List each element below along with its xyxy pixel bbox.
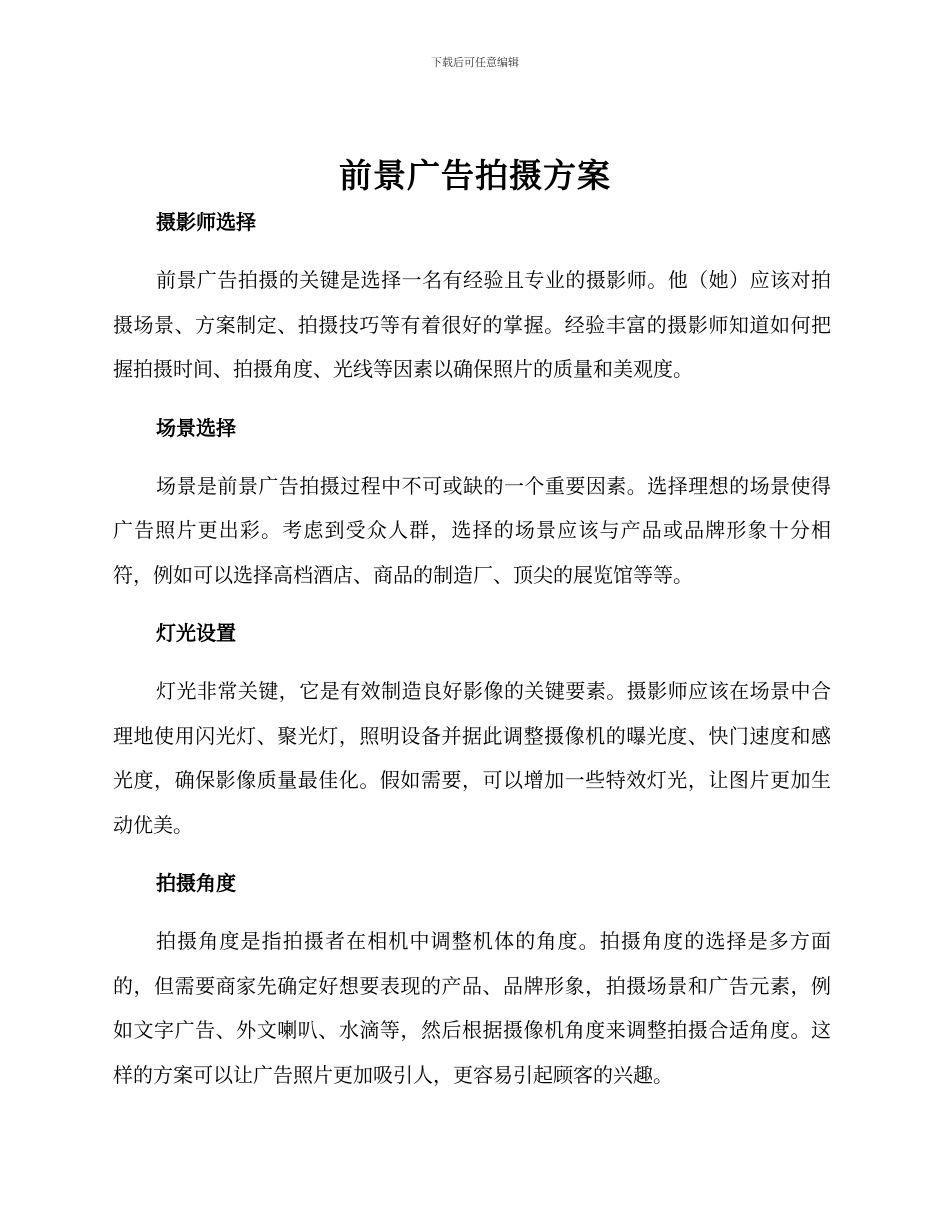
document-title: 前景广告拍摄方案 [339, 156, 611, 195]
section-heading-lighting: 灯光设置 [156, 621, 236, 645]
section-heading-angle: 拍摄角度 [156, 871, 236, 895]
section-paragraph-photographer: 前景广告拍摄的关键是选择一名有经验且专业的摄影师。他（她）应该对拍摄场景、方案制定、拍摄技巧等有着很好的掌握。经验丰富的摄影师知道如何把握拍摄时间、拍摄角度、光线等因素以确保照片的质量和美观度。 [113, 268, 831, 381]
section-paragraph-scene: 场景是前景广告拍摄过程中不可或缺的一个重要因素。选择理想的场景使得广告照片更出彩。考虑到受众人群，选择的场景应该与产品或品牌形象十分相符，例如可以选择高档酒店、商品的制造厂、顶尖的展览馆等等。 [113, 473, 831, 587]
section-heading-photographer: 摄影师选择 [156, 210, 256, 234]
section-paragraph-lighting: 灯光非常关键，它是有效制造良好影像的关键要素。摄影师应该在场景中合理地使用闪光灯、聚光灯，照明设备并据此调整摄像机的曝光度、快门速度和感光度，确保影像质量最佳化。假如需要，可以增加一些特效灯光，让图片更加生动优美。 [113, 679, 831, 837]
document-body [113, 204, 831, 1097]
header-note: 下载后可任意编辑 [431, 56, 519, 69]
section-paragraph-angle: 拍摄角度是指拍摄者在相机中调整机体的角度。拍摄角度的选择是多方面的，但需要商家先确定好想要表现的产品、品牌形象，拍摄场景和广告元素，例如文字广告、外文喇叭、水滴等，然后根据摄像机角度来调整拍摄合适角度。这样的方案可以让广告照片更加吸引人，更容易引起顾客的兴趣。 [113, 929, 831, 1087]
section-heading-scene: 场景选择 [156, 415, 236, 440]
